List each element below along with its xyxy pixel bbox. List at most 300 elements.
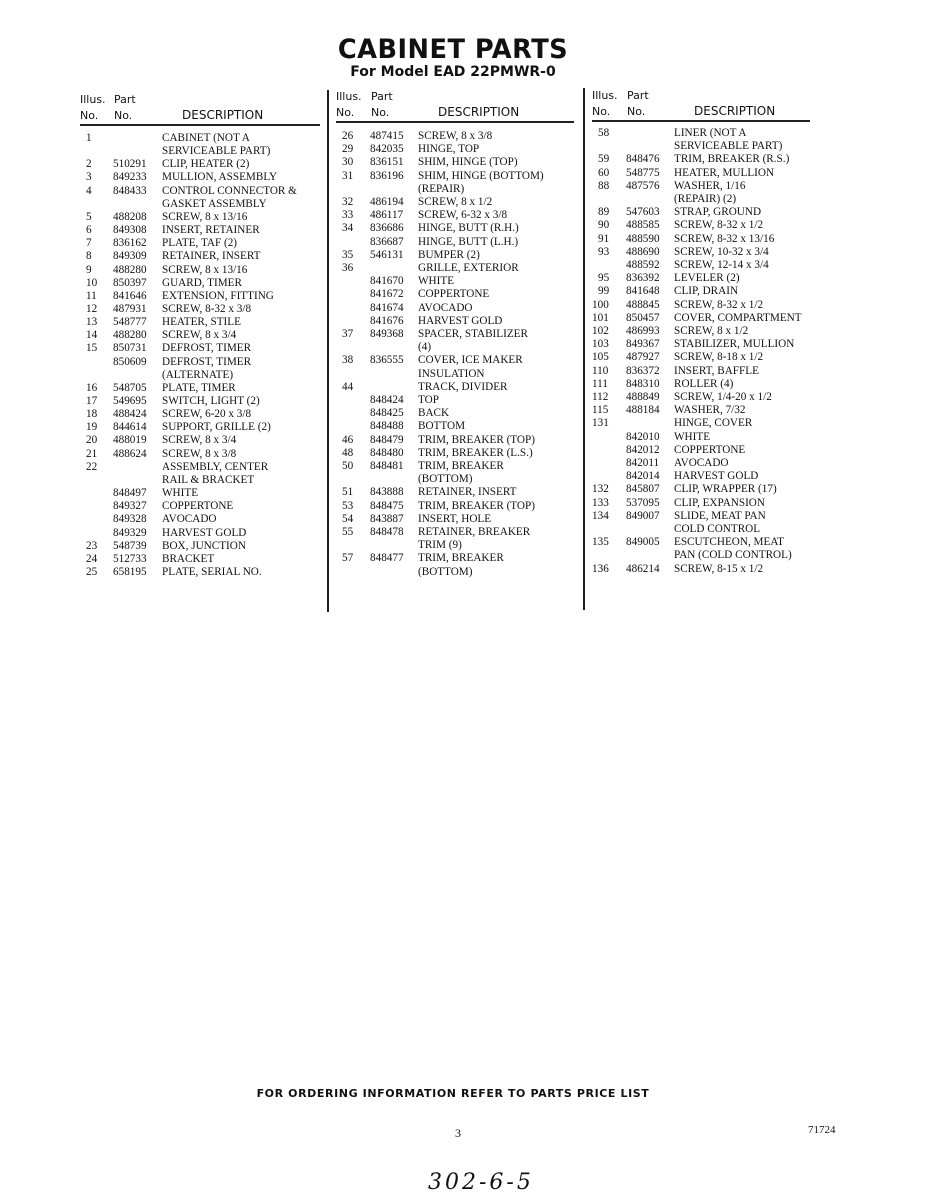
table-row [592, 404, 832, 417]
illus-number: 110 [592, 365, 609, 377]
header-part: Part [114, 93, 136, 106]
part-description: INSERT, RETAINER [162, 224, 260, 236]
part-number: 842011 [626, 457, 660, 469]
table-row [80, 185, 320, 198]
part-number: 849005 [626, 536, 660, 548]
part-number: 848475 [370, 500, 404, 512]
table-row [336, 420, 576, 433]
part-number: 488849 [626, 391, 660, 403]
part-number: 547603 [626, 206, 660, 218]
illus-number: 21 [86, 448, 98, 460]
table-row [80, 303, 320, 316]
illus-number: 18 [86, 408, 98, 420]
illus-number: 33 [342, 209, 354, 221]
table-row [80, 198, 320, 211]
table-row [336, 526, 576, 539]
table-row [592, 127, 832, 140]
illus-number: 58 [598, 127, 610, 139]
table-row [80, 553, 320, 566]
table-row [592, 470, 832, 483]
part-description: MULLION, ASSEMBLY [162, 171, 278, 183]
header-illus: Illus. [80, 93, 106, 106]
ordering-info-note: FOR ORDERING INFORMATION REFER TO PARTS PRICE LIST [256, 1087, 650, 1100]
illus-number: 6 [86, 224, 92, 236]
part-description: COPPERTONE [674, 444, 746, 456]
part-description: CLIP, WRAPPER (17) [674, 483, 777, 495]
part-number: 841648 [626, 285, 660, 297]
illus-number: 46 [342, 434, 354, 446]
part-description: SCREW, 8 x 3/8 [162, 448, 237, 460]
illus-number: 12 [86, 303, 98, 315]
part-number: 836686 [370, 222, 404, 234]
table-row [592, 285, 832, 298]
part-description: STABILIZER, MULLION [674, 338, 795, 350]
part-description: PLATE, TIMER [162, 382, 236, 394]
illus-number: 88 [598, 180, 610, 192]
part-description: RETAINER, BREAKER [418, 526, 531, 538]
header-rule [80, 124, 320, 126]
part-description: RETAINER, INSERT [162, 250, 261, 262]
part-description: (4) [418, 341, 432, 353]
table-row [592, 140, 832, 153]
part-description: (ALTERNATE) [162, 369, 234, 381]
illus-number: 7 [86, 237, 92, 249]
table-row [592, 417, 832, 430]
part-description: COLD CONTROL [674, 523, 761, 535]
part-description: WHITE [418, 275, 455, 287]
part-number: 486214 [626, 563, 660, 575]
part-number: 836151 [370, 156, 404, 168]
illus-number: 29 [342, 143, 354, 155]
part-description: TOP [418, 394, 439, 406]
part-number: 841676 [370, 315, 404, 327]
part-number: 658195 [113, 566, 147, 578]
part-description: HINGE, COVER [674, 417, 753, 429]
table-row [336, 486, 576, 499]
part-description: HINGE, TOP [418, 143, 480, 155]
part-number: 849328 [113, 513, 147, 525]
part-description: HEATER, STILE [162, 316, 241, 328]
table-row [80, 500, 320, 513]
part-number: 546131 [370, 249, 404, 261]
part-description: SCREW, 8-15 x 1/2 [674, 563, 764, 575]
part-description: CABINET (NOT A [162, 132, 250, 144]
part-description: SCREW, 6-20 x 3/8 [162, 408, 252, 420]
table-row [80, 540, 320, 553]
table-row [336, 434, 576, 447]
part-number: 548705 [113, 382, 147, 394]
part-number: 836555 [370, 354, 404, 366]
table-row [80, 277, 320, 290]
table-row [592, 246, 832, 259]
illus-number: 26 [342, 130, 354, 142]
part-description: SCREW, 8-32 x 1/2 [674, 219, 764, 231]
table-row [336, 500, 576, 513]
table-row [80, 145, 320, 158]
table-row [80, 448, 320, 461]
part-number: 848424 [370, 394, 404, 406]
illus-number: 13 [86, 316, 98, 328]
part-number: 537095 [626, 497, 660, 509]
part-description: HARVEST GOLD [162, 527, 247, 539]
part-description: GRILLE, EXTERIOR [418, 262, 519, 274]
table-row [80, 461, 320, 474]
table-row [336, 460, 576, 473]
part-description: BRACKET [162, 553, 215, 565]
header-part-no: No. [114, 109, 133, 122]
part-number: 850457 [626, 312, 660, 324]
part-description: SHIM, HINGE (TOP) [418, 156, 518, 168]
column-divider [327, 90, 329, 612]
part-number: 850397 [113, 277, 147, 289]
illus-number: 10 [86, 277, 98, 289]
part-description: INSERT, BAFFLE [674, 365, 759, 377]
part-description: HINGE, BUTT (R.H.) [418, 222, 519, 234]
table-row [592, 510, 832, 523]
table-row [80, 434, 320, 447]
part-number: 848497 [113, 487, 147, 499]
illus-number: 101 [592, 312, 609, 324]
part-number: 842010 [626, 431, 660, 443]
illus-number: 11 [86, 290, 97, 302]
part-number: 836372 [626, 365, 660, 377]
table-row [592, 272, 832, 285]
illus-number: 24 [86, 553, 98, 565]
table-row [336, 341, 576, 354]
header-rule [592, 120, 810, 122]
illus-number: 60 [598, 167, 610, 179]
part-description: SCREW, 1/4-20 x 1/2 [674, 391, 772, 403]
part-number: 841670 [370, 275, 404, 287]
header-illus-no: No. [336, 106, 355, 119]
part-number: 548775 [626, 167, 660, 179]
part-description: ESCUTCHEON, MEAT [674, 536, 785, 548]
part-description: SCREW, 8-32 x 13/16 [674, 233, 775, 245]
illus-number: 89 [598, 206, 610, 218]
table-row [80, 474, 320, 487]
illus-number: 19 [86, 421, 98, 433]
part-number: 836687 [370, 236, 404, 248]
part-description: AVOCADO [674, 457, 729, 469]
part-description: DEFROST, TIMER [162, 356, 252, 368]
table-row [80, 342, 320, 355]
table-row [80, 211, 320, 224]
page-number: 3 [455, 1126, 461, 1140]
table-row [80, 395, 320, 408]
table-row [336, 236, 576, 249]
table-row [592, 180, 832, 193]
illus-number: 3 [86, 171, 92, 183]
illus-number: 136 [592, 563, 609, 575]
table-row [592, 563, 832, 576]
table-row [80, 290, 320, 303]
illus-number: 30 [342, 156, 354, 168]
part-number: 849327 [113, 500, 147, 512]
part-description: SWITCH, LIGHT (2) [162, 395, 260, 407]
table-row [336, 143, 576, 156]
part-number: 848476 [626, 153, 660, 165]
part-description: TRIM, BREAKER [418, 460, 504, 472]
table-row [80, 237, 320, 250]
illus-number: 15 [86, 342, 98, 354]
part-description: AVOCADO [162, 513, 217, 525]
illus-number: 132 [592, 483, 609, 495]
part-description: COVER, COMPARTMENT [674, 312, 802, 324]
part-number: 849329 [113, 527, 147, 539]
part-description: SCREW, 8-32 x 3/8 [162, 303, 252, 315]
illus-number: 103 [592, 338, 609, 350]
illus-number: 36 [342, 262, 354, 274]
table-row [80, 158, 320, 171]
part-number: 488624 [113, 448, 147, 460]
part-description: COPPERTONE [418, 288, 490, 300]
part-number: 512733 [113, 553, 147, 565]
illus-number: 53 [342, 500, 354, 512]
table-row [336, 130, 576, 143]
part-description: SCREW, 8 x 1/2 [418, 196, 493, 208]
part-description: STRAP, GROUND [674, 206, 762, 218]
illus-number: 22 [86, 461, 98, 473]
illus-number: 111 [592, 378, 608, 390]
part-number: 848481 [370, 460, 404, 472]
table-row [592, 523, 832, 536]
illus-number: 100 [592, 299, 609, 311]
table-row [336, 394, 576, 407]
header-part: Part [627, 89, 649, 102]
illus-number: 44 [342, 381, 354, 393]
table-row [592, 431, 832, 444]
part-description: LEVELER (2) [674, 272, 740, 284]
part-description: EXTENSION, FITTING [162, 290, 274, 302]
part-description: CLIP, DRAIN [674, 285, 739, 297]
part-description: GUARD, TIMER [162, 277, 242, 289]
part-number: 487415 [370, 130, 404, 142]
part-number: 843887 [370, 513, 404, 525]
illus-number: 57 [342, 552, 354, 564]
illus-number: 34 [342, 222, 354, 234]
header-description: DESCRIPTION [694, 104, 776, 118]
table-row [80, 250, 320, 263]
illus-number: 20 [86, 434, 98, 446]
part-number: 487576 [626, 180, 660, 192]
part-number: 488845 [626, 299, 660, 311]
table-row [592, 206, 832, 219]
illus-number: 51 [342, 486, 354, 498]
table-row [592, 299, 832, 312]
illus-number: 48 [342, 447, 354, 459]
table-row [592, 259, 832, 272]
part-description: TRIM, BREAKER (R.S.) [674, 153, 790, 165]
table-row [80, 527, 320, 540]
table-row [336, 288, 576, 301]
illus-number: 4 [86, 185, 92, 197]
table-row [592, 549, 832, 562]
header-illus: Illus. [592, 89, 618, 102]
part-number: 848433 [113, 185, 147, 197]
table-row [592, 338, 832, 351]
part-number: 841672 [370, 288, 404, 300]
part-description: HARVEST GOLD [674, 470, 759, 482]
header-description: DESCRIPTION [438, 105, 520, 119]
part-description: BOX, JUNCTION [162, 540, 246, 552]
table-row [592, 536, 832, 549]
part-description: COVER, ICE MAKER [418, 354, 523, 366]
part-description: RETAINER, INSERT [418, 486, 517, 498]
part-description: INSULATION [418, 368, 485, 380]
illus-number: 54 [342, 513, 354, 525]
part-number: 848425 [370, 407, 404, 419]
part-description: SCREW, 8-32 x 1/2 [674, 299, 764, 311]
illus-number: 1 [86, 132, 92, 144]
table-row [80, 224, 320, 237]
part-number: 486194 [370, 196, 404, 208]
illus-number: 17 [86, 395, 98, 407]
table-row [336, 513, 576, 526]
table-row [592, 325, 832, 338]
table-row [80, 316, 320, 329]
part-number: 548739 [113, 540, 147, 552]
part-description: SCREW, 8-18 x 1/2 [674, 351, 764, 363]
part-number: 488208 [113, 211, 147, 223]
part-description: (BOTTOM) [418, 566, 473, 578]
part-description: WHITE [674, 431, 711, 443]
table-row [592, 497, 832, 510]
part-description: BOTTOM [418, 420, 466, 432]
part-description: PLATE, TAF (2) [162, 237, 238, 249]
part-number: 836392 [626, 272, 660, 284]
illus-number: 95 [598, 272, 610, 284]
part-description: BUMPER (2) [418, 249, 480, 261]
table-row [592, 153, 832, 166]
table-row [336, 381, 576, 394]
part-description: SCREW, 8 x 13/16 [162, 264, 248, 276]
part-description: BACK [418, 407, 450, 419]
table-row [80, 421, 320, 434]
illus-number: 59 [598, 153, 610, 165]
part-number: 488280 [113, 329, 147, 341]
table-row [336, 183, 576, 196]
table-row [336, 354, 576, 367]
header-part-no: No. [627, 105, 646, 118]
table-row [336, 170, 576, 183]
part-description: HARVEST GOLD [418, 315, 503, 327]
part-number: 845807 [626, 483, 660, 495]
table-row [336, 539, 576, 552]
header-part: Part [371, 90, 393, 103]
part-description: HINGE, BUTT (L.H.) [418, 236, 519, 248]
part-number: 488280 [113, 264, 147, 276]
part-number: 848480 [370, 447, 404, 459]
part-description: SCREW, 8 x 3/4 [162, 434, 237, 446]
part-number: 488590 [626, 233, 660, 245]
table-row [592, 391, 832, 404]
table-row [80, 132, 320, 145]
part-number: 488184 [626, 404, 660, 416]
part-description: SCREW, 10-32 x 3/4 [674, 246, 769, 258]
column-divider [583, 88, 585, 610]
table-row [336, 328, 576, 341]
illus-number: 35 [342, 249, 354, 261]
part-description: ROLLER (4) [674, 378, 734, 390]
part-number: 488424 [113, 408, 147, 420]
table-row [80, 566, 320, 579]
part-description: SCREW, 12-14 x 3/4 [674, 259, 769, 271]
table-row [592, 233, 832, 246]
part-description: (REPAIR) [418, 183, 465, 195]
part-description: WHITE [162, 487, 199, 499]
part-number: 842035 [370, 143, 404, 155]
part-description: CONTROL CONNECTOR & [162, 185, 297, 197]
part-description: LINER (NOT A [674, 127, 747, 139]
part-number: 488585 [626, 219, 660, 231]
part-description: RAIL & BRACKET [162, 474, 255, 486]
part-number: 849368 [370, 328, 404, 340]
part-description: SCREW, 8 x 3/8 [418, 130, 493, 142]
part-number: 850731 [113, 342, 147, 354]
part-description: PLATE, SERIAL NO. [162, 566, 262, 578]
part-description: SCREW, 8 x 3/4 [162, 329, 237, 341]
part-description: TRIM, BREAKER [418, 552, 504, 564]
table-row [336, 447, 576, 460]
part-description: WASHER, 7/32 [674, 404, 746, 416]
part-number: 848310 [626, 378, 660, 390]
illus-number: 32 [342, 196, 354, 208]
table-row [336, 196, 576, 209]
illus-number: 23 [86, 540, 98, 552]
table-row [336, 315, 576, 328]
part-number: 488592 [626, 259, 660, 271]
part-number: 510291 [113, 158, 147, 170]
illus-number: 14 [86, 329, 98, 341]
document-code: 71724 [808, 1124, 836, 1136]
part-number: 850609 [113, 356, 147, 368]
illus-number: 105 [592, 351, 609, 363]
illus-number: 2 [86, 158, 92, 170]
table-row [336, 222, 576, 235]
header-illus-no: No. [592, 105, 611, 118]
part-number: 549695 [113, 395, 147, 407]
part-number: 836196 [370, 170, 404, 182]
part-description: TRIM, BREAKER (TOP) [418, 434, 535, 446]
illus-number: 37 [342, 328, 354, 340]
part-number: 548777 [113, 316, 147, 328]
illus-number: 38 [342, 354, 354, 366]
part-description: CLIP, HEATER (2) [162, 158, 250, 170]
part-number: 843888 [370, 486, 404, 498]
part-description: TRIM, BREAKER (TOP) [418, 500, 535, 512]
part-number: 844614 [113, 421, 147, 433]
table-row [80, 369, 320, 382]
part-description: SCREW, 8 x 13/16 [162, 211, 248, 223]
handwritten-note: 302-6-5 [428, 1170, 534, 1195]
header-illus-no: No. [80, 109, 99, 122]
part-description: INSERT, HOLE [418, 513, 492, 525]
header-part-no: No. [371, 106, 390, 119]
table-row [336, 566, 576, 579]
part-number: 488019 [113, 434, 147, 446]
part-description: PAN (COLD CONTROL) [674, 549, 792, 561]
table-row [80, 329, 320, 342]
part-number: 849233 [113, 171, 147, 183]
table-row [336, 407, 576, 420]
part-description: SPACER, STABILIZER [418, 328, 528, 340]
model-subtitle: For Model EAD 22PMWR-0 [350, 64, 556, 80]
table-row [80, 171, 320, 184]
illus-number: 16 [86, 382, 98, 394]
illus-number: 50 [342, 460, 354, 472]
part-description: COPPERTONE [162, 500, 234, 512]
table-row [592, 167, 832, 180]
